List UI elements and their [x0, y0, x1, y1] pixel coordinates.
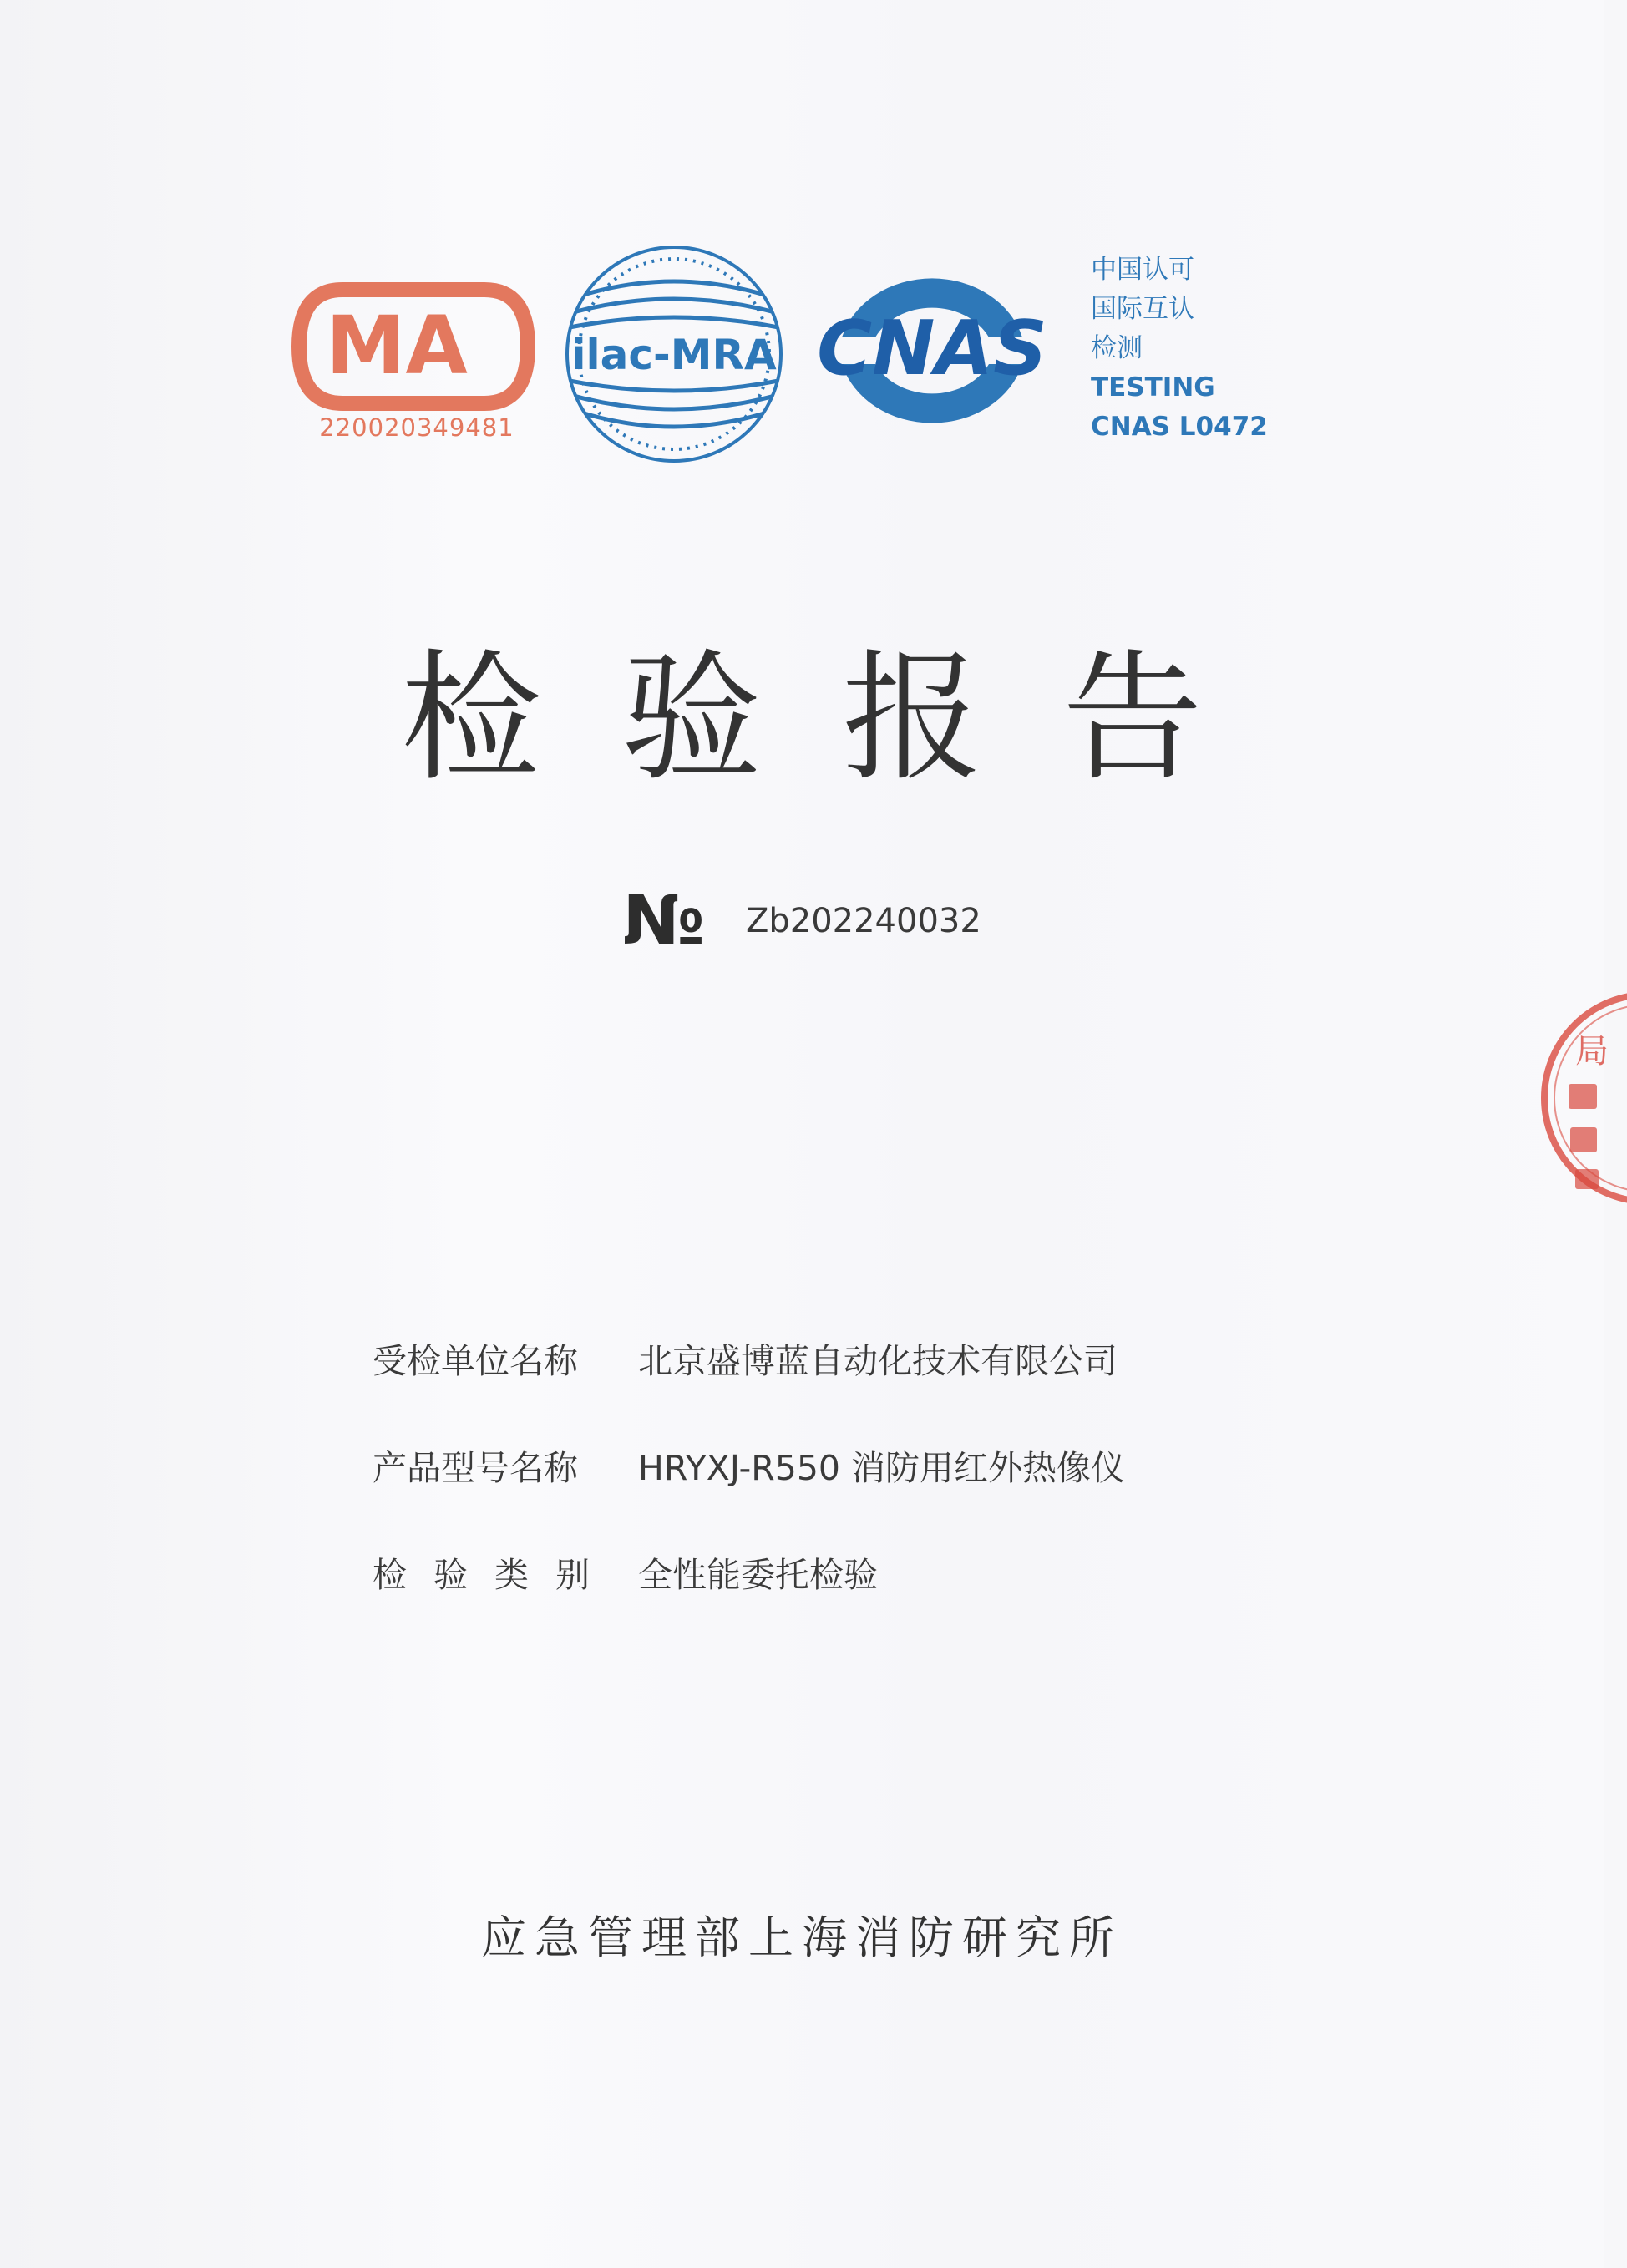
cnas-text-line2: 国际互认: [1091, 294, 1194, 324]
cma-logo: [292, 280, 535, 447]
field-label: 检验类别: [373, 1555, 616, 1595]
field-value: HRYXJ-R550 消防用红外热像仪: [638, 1448, 1126, 1488]
cma-logo-shape: [292, 280, 535, 413]
field-label: 产品型号名称: [373, 1448, 578, 1488]
official-seal-stamp: [1535, 985, 1627, 1211]
cma-number: 220020349481: [319, 413, 514, 442]
cnas-logo: [808, 257, 1056, 444]
report-number: [0, 881, 1604, 960]
report-number-value: Zb202240032: [745, 901, 981, 940]
field-label: 受检单位名称: [373, 1341, 578, 1381]
number-sign: №: [622, 881, 702, 960]
report-fields: [373, 1334, 1375, 1654]
cma-logo-text: MA: [326, 299, 468, 392]
field-value: 北京盛博蓝自动化技术有限公司: [638, 1341, 1118, 1381]
report-title: 检验报告: [401, 636, 1283, 800]
field-inspection-type: [373, 1547, 1375, 1654]
cnas-text-line5: CNAS L0472: [1091, 412, 1268, 442]
seal-glyph: 局: [1575, 1032, 1609, 1071]
cnas-text-line1: 中国认可: [1091, 255, 1194, 285]
ilac-mra-logo: [561, 244, 787, 464]
cnas-accreditation-text: [1091, 251, 1308, 447]
cnas-logo-text: CNAS: [817, 305, 1047, 392]
ilac-logo-text: ilac-MRA: [571, 331, 777, 379]
field-value: 全性能委托检验: [638, 1555, 878, 1595]
cnas-text-line3: 检测: [1091, 333, 1143, 363]
field-product-model: [373, 1440, 1375, 1547]
cnas-text-line4: TESTING: [1091, 372, 1215, 402]
issuing-institute: 应急管理部上海消防研究所: [481, 1911, 1123, 1964]
field-inspected-unit: [373, 1334, 1375, 1440]
